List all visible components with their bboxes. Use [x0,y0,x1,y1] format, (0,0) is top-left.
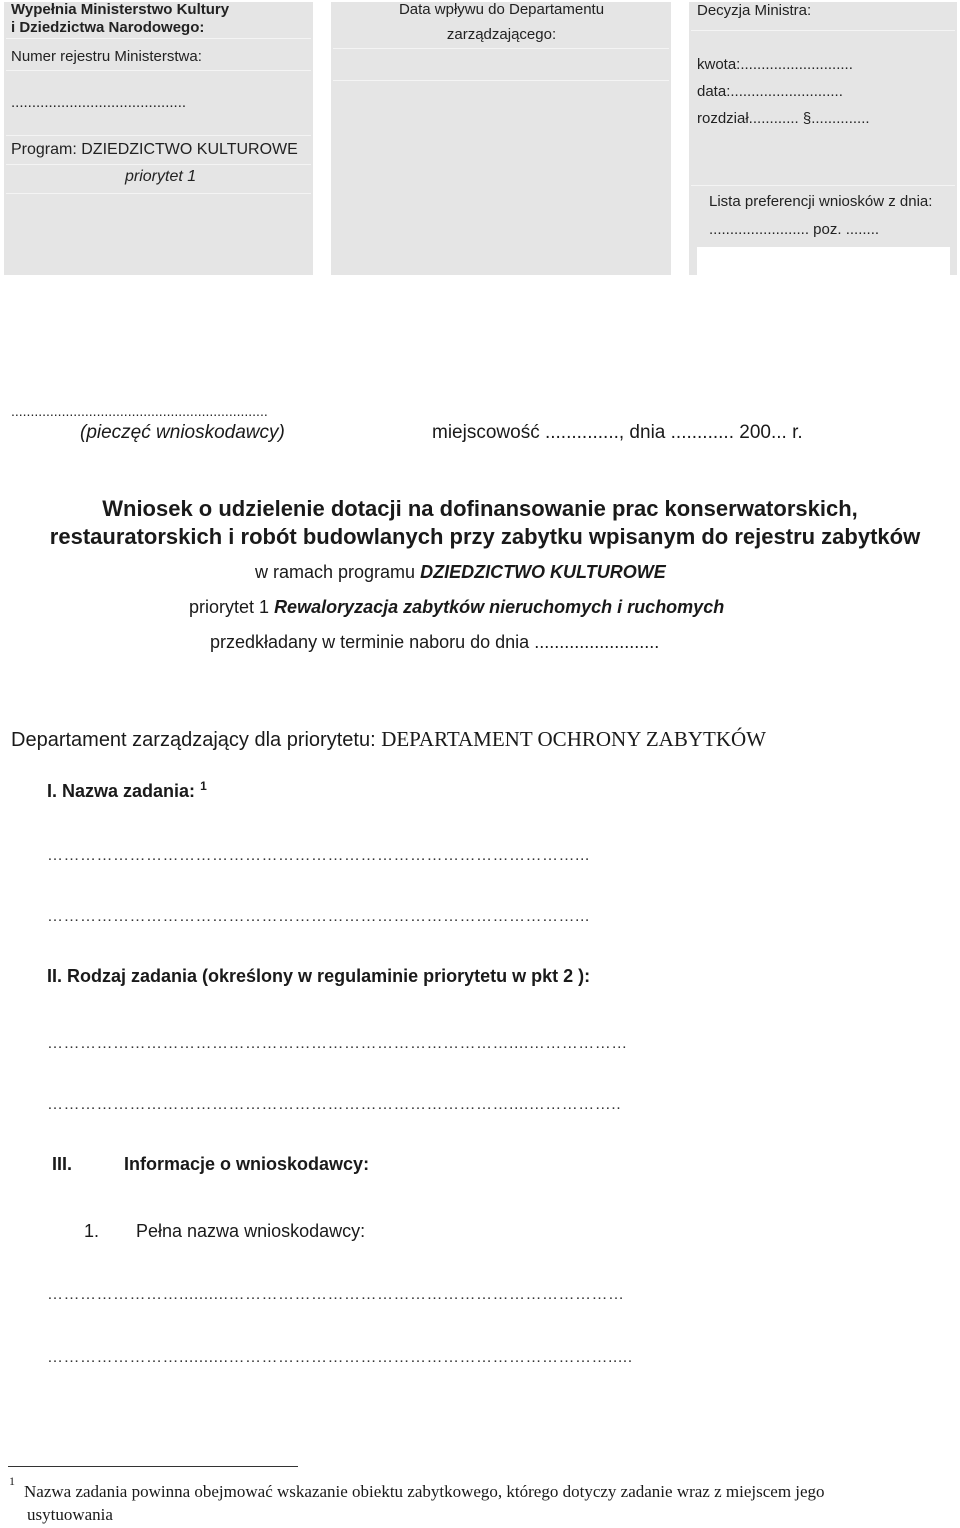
program-prefix: w ramach programu [255,562,416,582]
receipt-date-line1: Data wpływu do Departamentu [398,1,605,18]
divider [333,48,669,49]
footnote-text: Nazwa zadania powinna obejmować wskazanie obiektu zabytkowego, którego dotyczy zadanie wraz z miejscem jego [24,1482,825,1501]
decision-amount: kwota:........................... [697,56,853,73]
applicant-name-fill-2[interactable]: ……………………..........……………………………………………………………..... [47,1349,633,1366]
department-line [11,727,766,752]
divider [6,70,311,71]
section-1-fill-1[interactable]: ……………………………………………………………………………………... [47,847,590,864]
section-3-label: Informacje o wnioskodawcy: [124,1154,370,1174]
deadline-line: przedkładany w terminie naboru do dnia ......................... [210,632,660,652]
divider [691,185,955,186]
stamp-label: (pieczęć wnioskodawcy) [80,422,285,443]
footnote-number: 1 [9,1474,15,1488]
program-name: DZIEDZICTWO KULTUROWE [420,562,666,582]
receipt-date-line2: zarządzającego: [446,26,557,43]
section-2-fill-1[interactable]: …………………………………………………………………………....……………… [47,1035,628,1052]
section-2-label: II. Rodzaj zadania (określony w regulaminie priorytetu w pkt 2 ): [47,966,591,986]
priority-line [189,597,724,618]
applicant-name-fill-1[interactable]: ……………………..........……………………………………………………………… [47,1286,625,1303]
department-label: Departament zarządzający dla priorytetu: [11,729,376,751]
applicant-item-number: 1. [84,1221,100,1241]
divider [6,135,311,136]
program-line [255,562,666,583]
ministry-line1: Wypełnia Ministerstwo Kultury [11,1,230,18]
stamp-dots: .................................................................. [11,403,268,419]
footnote-ref: 1 [200,779,207,793]
divider [6,164,311,165]
registry-value: .......................................... [11,94,187,111]
section-1-fill-2[interactable]: ……………………………………………………………………………………... [47,908,590,925]
section-2-fill-2[interactable]: …………………………………………………………………………....…………….. [47,1096,622,1113]
decision-inset [697,247,950,275]
registry-label: Numer rejestru Ministerstwa: [11,48,202,65]
divider [6,193,311,194]
section-1-title: I. Nazwa zadania: [47,781,196,801]
decision-date: data:........................... [697,83,843,100]
section-3-number: III. [52,1154,73,1174]
priority-name: Rewaloryzacja zabytków nieruchomych i ruchomych [274,597,725,617]
program-label: Program: DZIEDZICTWO KULTUROWE [11,141,298,158]
divider [333,80,669,81]
form-title-line2: restauratorskich i robót budowlanych przy zabytku wpisanym do rejestru zabytków [49,524,921,549]
decision-title: Decyzja Ministra: [697,2,812,19]
decision-chapter: rozdział............ §.............. [697,110,870,127]
priority-label: priorytet 1 [125,168,197,185]
priority-prefix: priorytet 1 [189,597,270,617]
form-title-line1: Wniosek o udzielenie dotacji na dofinansowanie prac konserwatorskich, [102,496,858,521]
preference-list-label: Lista preferencji wniosków z dnia: [709,193,933,210]
ministry-line2: i Dziedzictwa Narodowego: [11,19,205,36]
footnote-text-cont: usytuowania [27,1505,113,1524]
department-name: DEPARTAMENT OCHRONY ZABYTKÓW [381,727,766,751]
footnote-divider [8,1466,298,1467]
preference-position: ........................ poz. ........ [709,221,880,238]
section-1-label [47,779,207,802]
place-date: miejscowość .............., dnia ............ 200... r. [432,422,803,443]
applicant-name-label: Pełna nazwa wnioskodawcy: [136,1221,366,1241]
